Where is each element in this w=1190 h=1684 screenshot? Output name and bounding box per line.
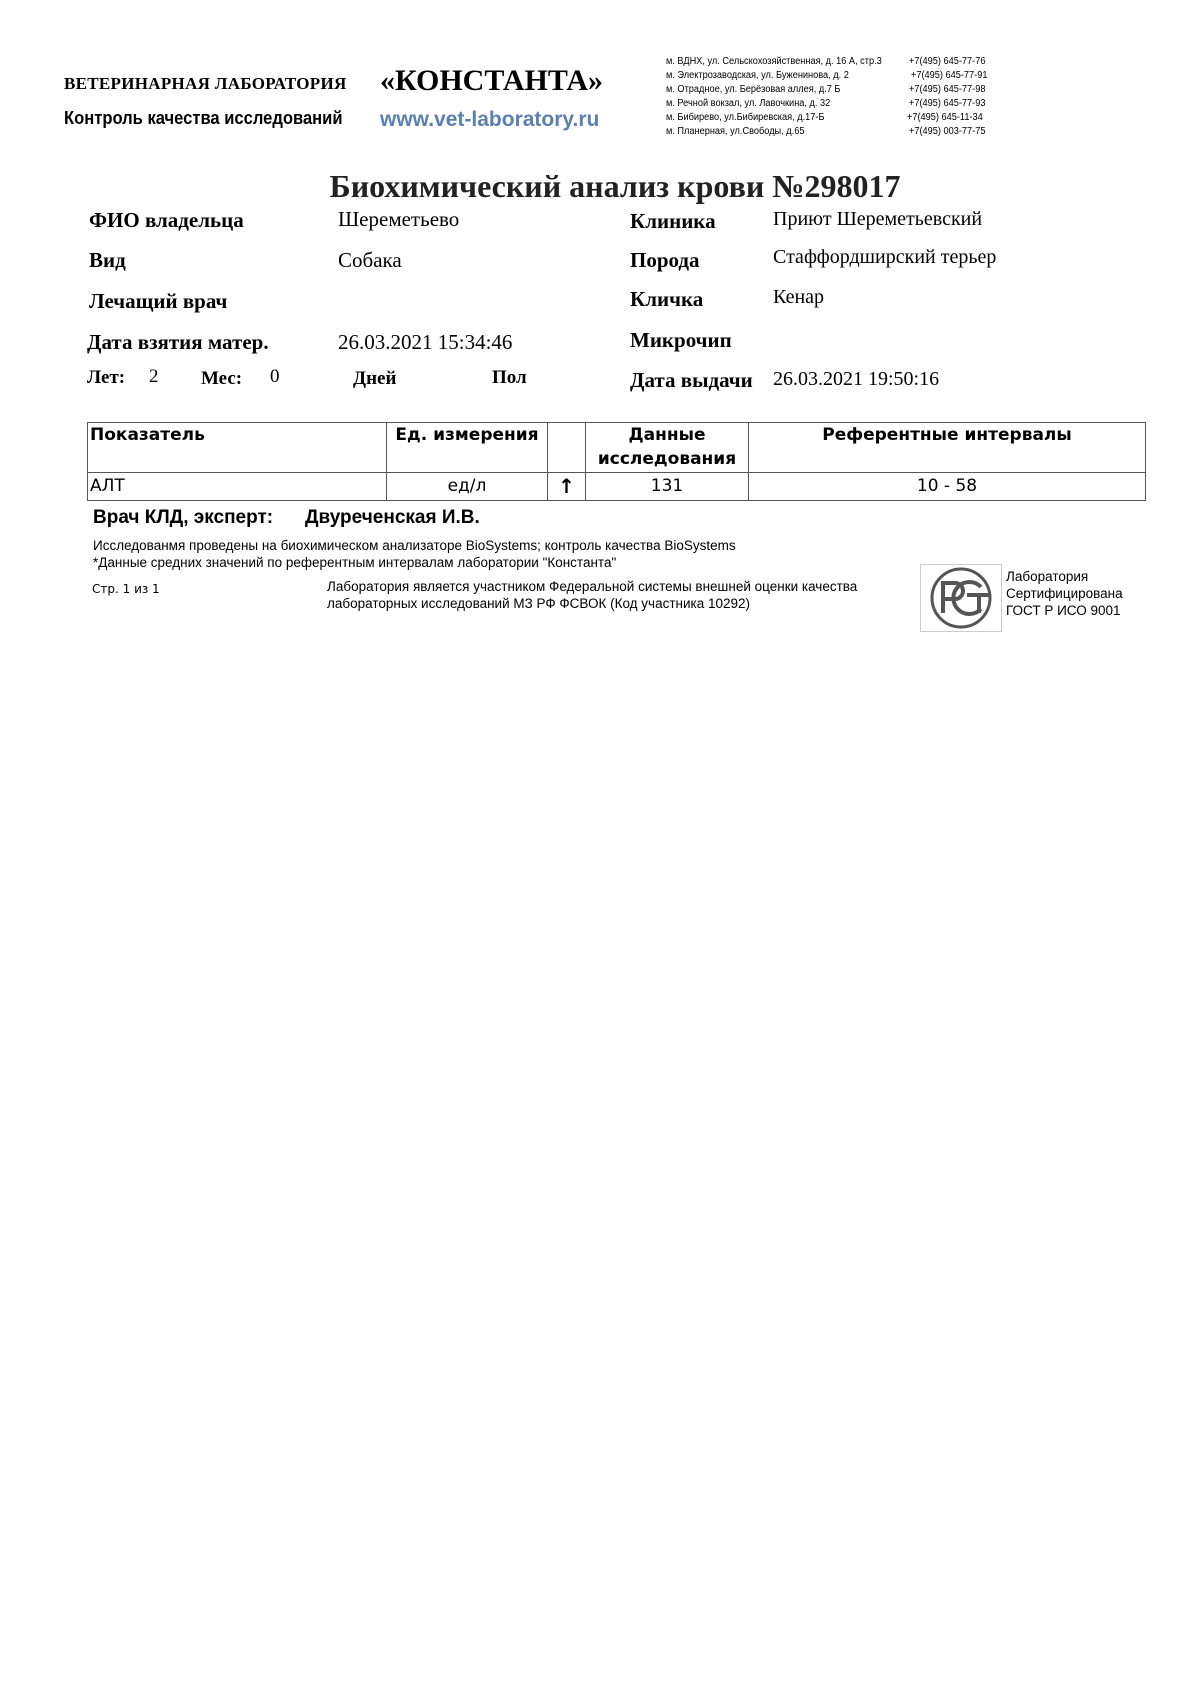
address-line: м. ВДНХ, ул. Сельскохозяйственная, д. 16 А, стр.3 — [666, 56, 882, 67]
days-label: Дней — [353, 368, 397, 389]
owner-value: Шереметьево — [338, 207, 460, 231]
table-row — [88, 473, 1146, 501]
row-reference: 10 - 58 — [749, 473, 1146, 501]
lab-website-link[interactable]: www.vet-laboratory.ru — [380, 108, 600, 131]
address-line: м. Электрозаводская, ул. Буженинова, д. 2 — [666, 70, 849, 81]
nickname-value: Кенар — [773, 286, 825, 308]
address-phone: +7(495) 645-11-34 — [907, 112, 983, 123]
doctor-label: Лечащий врач — [89, 289, 228, 313]
note-analyzer: Исследованмя проведены на биохимическом анализаторе BioSystems; контроль качества BioSystems — [93, 538, 736, 553]
years-label: Лет: — [87, 367, 126, 388]
owner-label: ФИО владельца — [89, 208, 244, 232]
address-phone: +7(495) 645-77-76 — [909, 56, 986, 67]
species-label: Вид — [89, 248, 126, 272]
address-phone: +7(495) 645-77-93 — [909, 98, 986, 109]
address-line: м. Бибирево, ул.Бибиревская, д.17-Б — [666, 112, 825, 123]
up-arrow-icon: ↑ — [548, 473, 586, 501]
issue-date-label: Дата выдачи — [630, 368, 753, 392]
certification-text: Лаборатория Сертифицирована ГОСТ Р ИСО 9001 — [1006, 569, 1123, 618]
years-value: 2 — [149, 366, 159, 387]
clinic-label: Клиника — [630, 209, 716, 233]
page-number: Стр. 1 из 1 — [92, 582, 160, 596]
row-unit: ед/л — [387, 473, 548, 501]
lab-subtitle: Контроль качества исследований — [64, 108, 343, 128]
address-phone: +7(495) 645-77-91 — [911, 70, 988, 81]
header-reference: Референтные интервалы — [749, 423, 1146, 473]
certification-logo-icon — [920, 564, 1002, 632]
note-reference: *Данные средних значений по референтным интервалам лаборатории "Константа" — [93, 555, 617, 570]
months-value: 0 — [270, 366, 280, 387]
microchip-label: Микрочип — [630, 328, 732, 352]
table-header-row — [88, 423, 1146, 473]
clinic-value: Приют Шереметьевский — [773, 208, 983, 230]
sample-date-value: 26.03.2021 15:34:46 — [338, 330, 513, 354]
header-name: Показатель — [88, 423, 387, 473]
address-line: м. Речной вокзал, ул. Лавочкина, д. 32 — [666, 98, 831, 109]
address-line: м. Планерная, ул.Свободы, д.65 — [666, 126, 805, 137]
issue-date-value: 26.03.2021 19:50:16 — [773, 368, 940, 390]
expert-name: Двуреченская И.В. — [305, 507, 480, 528]
months-label: Мес: — [201, 368, 243, 389]
row-name: АЛТ — [88, 473, 387, 501]
address-phone: +7(495) 645-77-98 — [909, 84, 986, 95]
row-value: 131 — [586, 473, 749, 501]
expert-label: Врач КЛД, эксперт: — [93, 507, 274, 528]
document-title: Биохимический анализ крови №298017 — [329, 168, 901, 204]
results-table — [87, 422, 1146, 501]
header-unit: Ед. измерения — [387, 423, 548, 473]
sex-label: Пол — [492, 367, 527, 388]
header-flag — [548, 423, 586, 473]
lab-caption: ВЕТЕРИНАРНАЯ ЛАБОРАТОРИЯ — [64, 74, 347, 93]
header-data: Данные исследования — [586, 423, 749, 473]
sample-date-label: Дата взятия матер. — [87, 330, 269, 354]
lab-name: «КОНСТАНТА» — [380, 64, 604, 97]
fsvok-note: Лаборатория является участником Федеральной системы внешней оценки качества лабораторных исследований МЗ РФ ФСВОК (Код участника 10292) — [327, 579, 858, 611]
breed-label: Порода — [630, 248, 700, 272]
nickname-label: Кличка — [630, 287, 704, 311]
address-line: м. Отрадное, ул. Берёзовая аллея, д.7 Б — [666, 84, 841, 95]
breed-value: Стаффордширский терьер — [773, 246, 997, 268]
address-phone: +7(495) 003-77-75 — [909, 126, 986, 137]
species-value: Собака — [338, 248, 402, 272]
